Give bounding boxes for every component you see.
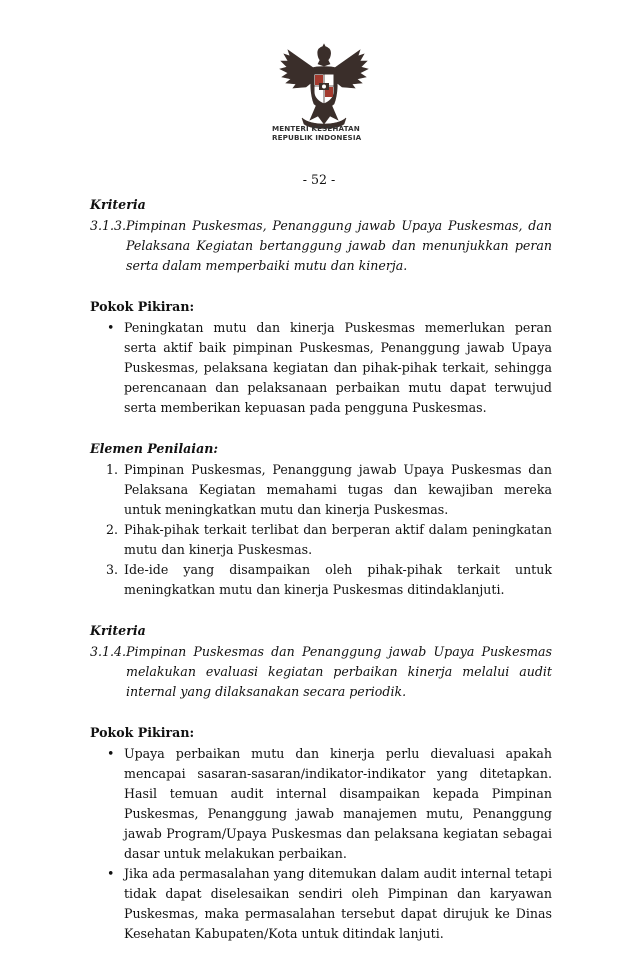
pokok-pikiran-list-1 — [90, 318, 552, 418]
kriteria-item-1 — [90, 216, 552, 276]
page-number: - 52 - — [302, 172, 336, 187]
ministry-line-2: REPUBLIK INDONESIA — [272, 133, 362, 142]
list-item: • Jika ada permasalahan yang ditemukan dalam audit internal tetapi tidak dapat diselesaikan sendiri oleh Pimpinan dan karyawan Puskesmas, maka permasalahan tersebut dapat dirujuk ke Dinas Kesehatan Kabupaten/Kota untuk ditindak lanjuti. — [107, 866, 552, 941]
kriteria-text-2: Pimpinan Puskesmas dan Penanggung jawab Upaya Puskesmas melakukan evaluasi kegiatan perbaikan kinerja melalui audit internal yang dilaksanakan secara periodik. — [126, 644, 552, 699]
pokok-pikiran-heading-1: Pokok Pikiran: — [90, 299, 195, 314]
list-item: • Peningkatan mutu dan kinerja Puskesmas memerlukan peran serta aktif baik pimpinan Puskesmas, Penanggung jawab Upaya Puskesmas, pelaksana kegiatan dan pihak-pihak terkait, sehingga perencanaan dan pelaksanaan perbaikan mutu dapat terwujud serta memberikan kepuasan pada pengguna Puskesmas. — [107, 320, 552, 415]
elemen-penilaian-heading: Elemen Penilaian: — [90, 441, 219, 456]
document-body — [90, 194, 552, 944]
elemen-penilaian-list — [90, 460, 552, 600]
list-item: 1. Pimpinan Puskesmas, Penanggung jawab Upaya Puskesmas dan Pelaksana Kegiatan memahami tugas dan kewajiban mereka untuk meningkatkan mutu dan kinerja Puskesmas. — [106, 462, 552, 517]
kriteria-heading-2: Kriteria — [90, 623, 146, 638]
kriteria-item-2 — [90, 642, 552, 702]
ministry-name — [272, 124, 376, 142]
kriteria-number-1: 3.1.3. — [90, 218, 127, 233]
kriteria-number-2: 3.1.4. — [90, 644, 127, 659]
ministry-line-1: MENTERI KESEHATAN — [272, 124, 360, 133]
list-item: 3. Ide-ide yang disampaikan oleh pihak-pihak terkait untuk meningkatkan mutu dan kinerja Puskesmas ditindaklanjuti. — [106, 562, 552, 597]
kriteria-text-1: Pimpinan Puskesmas, Penanggung jawab Upaya Puskesmas, dan Pelaksana Kegiatan bertanggung jawab dan menunjukkan peran serta dalam memperbaiki mutu dan kinerja. — [126, 218, 552, 273]
list-item: 2. Pihak-pihak terkait terlibat dan berperan aktif dalam peningkatan mutu dan kinerja Puskesmas. — [106, 522, 552, 557]
garuda-emblem-icon — [276, 40, 372, 132]
pokok-pikiran-list-2 — [90, 744, 552, 944]
kriteria-heading-1: Kriteria — [90, 197, 146, 212]
pokok-pikiran-heading-2: Pokok Pikiran: — [90, 725, 195, 740]
list-item: • Upaya perbaikan mutu dan kinerja perlu dievaluasi apakah mencapai sasaran-sasaran/indikator-indikator yang ditetapkan. Hasil temuan audit internal disampaikan kepada Pimpinan Puskesmas, Penanggung jawab manajemen mutu, Penanggung jawab Program/Upaya Puskesmas dan pelaksana kegiatan sebagai dasar untuk melakukan perbaikan. — [107, 746, 552, 861]
